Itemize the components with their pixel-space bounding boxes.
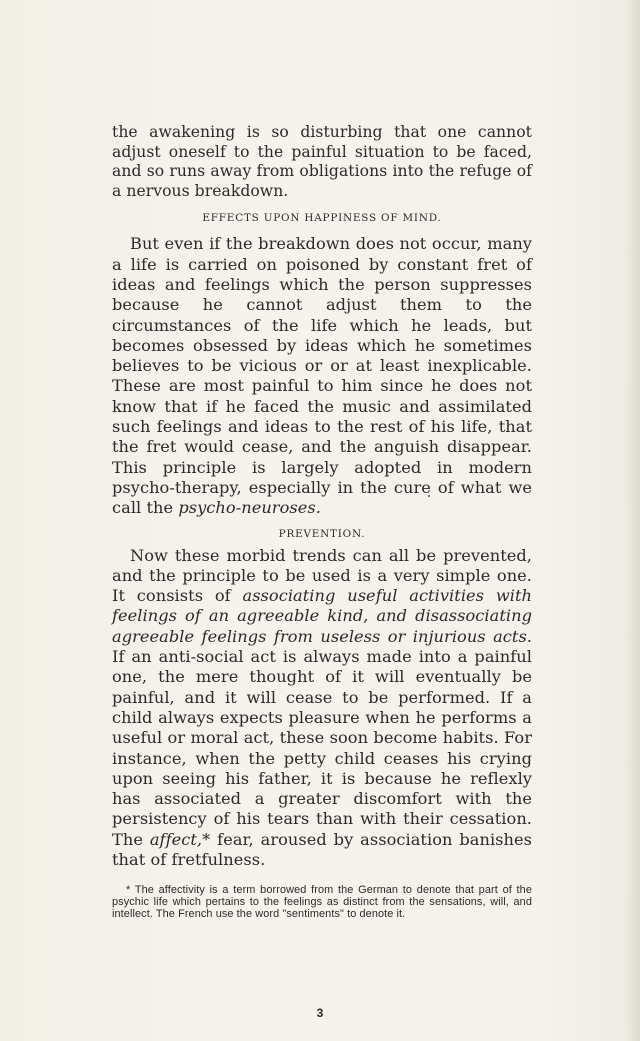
paragraph-3-italic-affect: affect,* xyxy=(149,829,211,849)
section-heading-effects: EFFECTS UPON HAPPINESS OF MIND. xyxy=(202,212,442,225)
paragraph-3-end: If an anti-social act is always made into a painful one, the mere thought of it will eventually be painful, and it will cease to be performed. If a child always expects pleasure when he performs a useful or moral act, these soon become habits. For instance, when the petty child ceases his crying upon seeing his father, it is because he reflexly has associated a greater discomfort with the persistency of his tears than with their cessation. The xyxy=(112,647,532,849)
paragraph-3-tail: fear, aroused by association banishes that of fretfulness. xyxy=(112,829,532,869)
page-edge-shadow xyxy=(626,0,640,1041)
paragraph-2-text: But even if the breakdown does not occur, many a life is carried on poisoned by constant fret of ideas and feelings which the person suppresses because he cannot adjust them to the circumstances of the life which he leads, but becomes obsessed by ideas which he sometimes believes to be vicious or or at least inexplicable. These are most painful to him since he does not know that if he faced the music and assimilated such feelings and ideas to the rest of his life, that the fret would cease, and the anguish disappear. This principle is largely adopted in modern psycho-therapy, especially in the cure of what we call the xyxy=(112,234,532,518)
paragraph-1: the awakening is so disturbing that one cannot adjust oneself to the painful situation to be faced, and so runs away from obligations into the refuge of a nervous breakdown. xyxy=(112,123,532,200)
paragraph-3-italic-principle: associating useful activities with feelings of an agreeable kind, and disassociating agreeable feelings from useless or injurious acts. xyxy=(112,586,532,646)
footnote: * The affectivity is a term borrowed from the German to denote that part of the psychic life which pertains to the feelings as distinct from the sensations, will, and intellect. The French use the word "sentiments" to denote it. xyxy=(112,884,532,921)
page-number: 3 xyxy=(316,1006,324,1020)
text-block xyxy=(112,123,532,931)
paragraph-2 xyxy=(112,234,532,518)
paragraph-2-italic-term: psycho-neuroses. xyxy=(178,498,321,518)
section-heading-prevention: PREVENTION. xyxy=(278,527,366,540)
paragraph-3-start: Now these morbid trends can all be prevented, and the principle to be used is a very simple one. It consists of xyxy=(112,545,532,606)
paragraph-3 xyxy=(112,546,532,871)
